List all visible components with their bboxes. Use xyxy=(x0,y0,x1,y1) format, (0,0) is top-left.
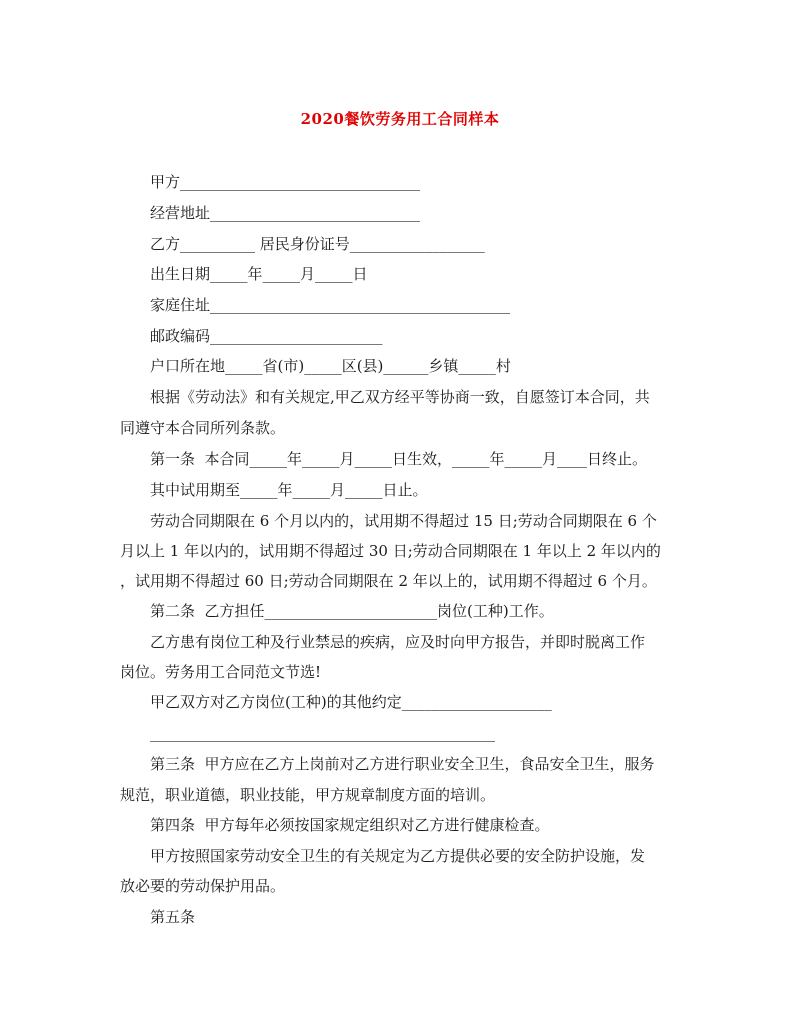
paragraph-line: ，试用期不得超过 60 日;劳动合同期限在 2 年以上的，试用期不得超过 6 个月。 xyxy=(120,572,657,590)
party-a-line: 甲方________________________________ xyxy=(120,173,421,191)
article-3-line: 第三条 甲方应在乙方上岗前对乙方进行职业安全卫生，食品安全卫生，服务 xyxy=(120,755,655,773)
blank-underline-line: ______________________________________________ xyxy=(120,724,496,742)
paragraph-line: 乙方患有岗位工种及行业禁忌的疾病，应及时向甲方报告，并即时脱离工作 xyxy=(120,633,646,651)
article-1-line: 第一条 本合同_____年_____月_____日生效，_____年_____月____日终止。 xyxy=(120,450,648,468)
paragraph-line: 甲方按照国家劳动安全卫生的有关规定为乙方提供必要的安全防护设施，发 xyxy=(120,847,646,865)
article-5-line: 第五条 xyxy=(120,908,196,926)
household-registration-line: 户口所在地_____省(市)_____区(县)______乡镇_____村 xyxy=(120,357,511,375)
paragraph-line: 根据《劳动法》和有关规定,甲乙双方经平等协商一致，自愿签订本合同，共 xyxy=(120,388,650,406)
business-address-line: 经营地址____________________________ xyxy=(120,204,421,222)
probation-line: 其中试用期至_____年_____月_____日止。 xyxy=(120,481,428,499)
paragraph-line: 同遵守本合同所列条款。 xyxy=(120,419,286,437)
postal-code-line: 邮政编码_______________________ xyxy=(120,327,383,345)
paragraph-line: 岗位。劳务用工合同范文节选! xyxy=(120,663,322,681)
home-address-line: 家庭住址________________________________________ xyxy=(120,296,511,314)
article-2-line: 第二条 乙方担任_______________________岗位(工种)工作。 xyxy=(120,602,554,620)
paragraph-line: 月以上 1 年以内的，试用期不得超过 30 日;劳动合同期限在 1 年以上 2 年以内的 xyxy=(120,542,661,560)
party-b-id-line: 乙方__________ 居民身份证号__________________ xyxy=(120,235,485,253)
birth-date-line: 出生日期_____年_____月_____日 xyxy=(120,265,368,283)
paragraph-line: 劳动合同期限在 6 个月以内的，试用期不得超过 15 日;劳动合同期限在 6 个 xyxy=(120,512,657,530)
paragraph-line: 规范，职业道德，职业技能，甲方规章制度方面的培训。 xyxy=(120,786,496,804)
other-agreement-line: 甲乙双方对乙方岗位(工种)的其他约定____________________ xyxy=(120,693,552,711)
paragraph-line: 放必要的劳动保护用品。 xyxy=(120,877,286,895)
article-4-line: 第四条 甲方每年必须按国家规定组织对乙方进行健康检查。 xyxy=(120,816,550,834)
document-title: 2020餐饮劳务用工合同样本 xyxy=(300,110,500,128)
